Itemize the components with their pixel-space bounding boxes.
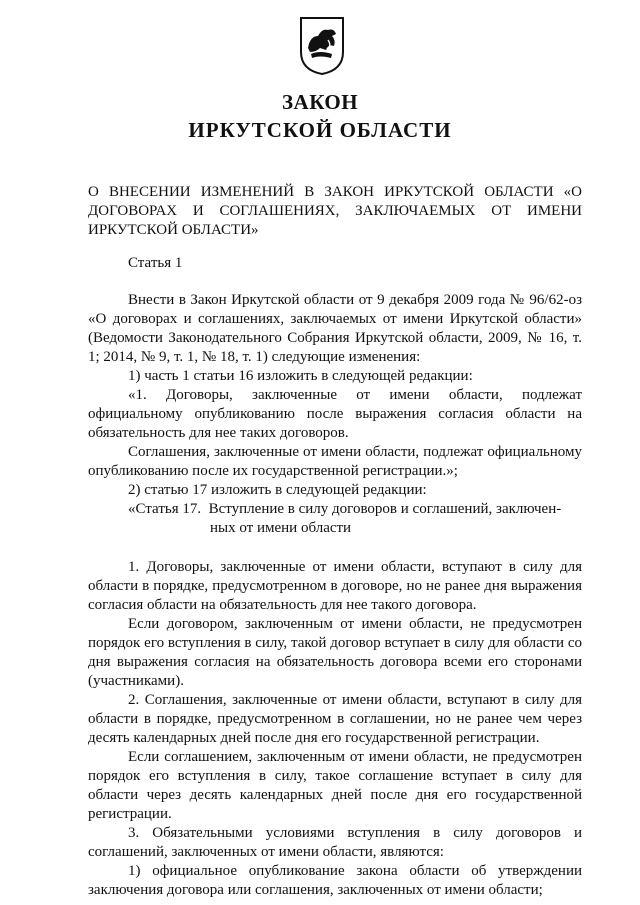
paragraph: Внести в Закон Иркутской области от 9 декабря 2009 года № 96/62-оз «О договорах и соглашениях, заключаемых от имени Иркутской области» (Ведомости Законодательного Собрания Иркутской области, 2009, № 16, т. 1; 2014, № 9, т. 1, № 18, т. 1) следующие изменения: xyxy=(88,292,582,365)
document-title: О ВНЕСЕНИИ ИЗМЕНЕНИЙ В ЗАКОН ИРКУТСКОЙ ОБЛАСТИ «О ДОГОВОРАХ И СОГЛАШЕНИЯХ, ЗАКЛЮЧАЕМЫХ ОТ ИМЕНИ ИРКУТСКОЙ ОБЛАСТИ» xyxy=(88,184,582,238)
paragraph: Если договором, заключенным от имени области, не предусмотрен порядок его вступления в силу, такой договор вступает в силу для области со дня выражения согласия на обязательность договора всеми его сторонами (участниками). xyxy=(88,616,582,689)
paragraph: «1. Договоры, заключенные от имени области, подлежат официальному опубликованию после выражения согласия области на обязательность для нее таких договоров. xyxy=(88,387,582,441)
law-heading: ЗАКОН xyxy=(281,90,359,114)
article-17-heading xyxy=(88,500,582,538)
region-heading: ИРКУТСКОЙ ОБЛАСТИ xyxy=(188,118,452,142)
coat-of-arms-emblem xyxy=(298,14,346,76)
article-17-label: «Статья 17. xyxy=(128,501,202,517)
paragraph: 3. Обязательными условиями вступления в силу договоров и соглашений, заключенных от имени области, являются: xyxy=(88,825,582,860)
paragraph: Если соглашением, заключенным от имени области, не предусмотрен порядок его вступления в силу, такое соглашение вступает в силу для области через десять календарных дней после дня его государственной регистрации. xyxy=(88,749,582,822)
article-17-title-line2: ных от имени области xyxy=(210,520,352,536)
paragraph: 2) статью 17 изложить в следующей редакции: xyxy=(128,482,427,498)
document-body xyxy=(88,291,582,900)
paragraph: Соглашения, заключенные от имени области, подлежат официальному опубликованию после их государственной регистрации.»; xyxy=(88,444,582,479)
paragraph: 1. Договоры, заключенные от имени области, вступают в силу для области в порядке, предусмотренном в договоре, но не ранее дня выражения согласия области на обязательность для нее такого договора. xyxy=(88,559,582,613)
paragraph: 1) часть 1 статьи 16 изложить в следующей редакции: xyxy=(128,368,473,384)
paragraph: 1) официальное опубликование закона области об утверждении заключения договора или соглашения, заключенных от имени области; xyxy=(88,863,582,898)
article-17-title-line1: Вступление в силу договоров и соглашений, заключен- xyxy=(208,501,562,517)
paragraph: 2. Соглашения, заключенные от имени области, вступают в силу для области в порядке, предусмотренном в соглашении, но не ранее чем через десять календарных дней после дня его государственной регистрации. xyxy=(88,692,582,746)
article-label: Статья 1 xyxy=(128,255,183,271)
